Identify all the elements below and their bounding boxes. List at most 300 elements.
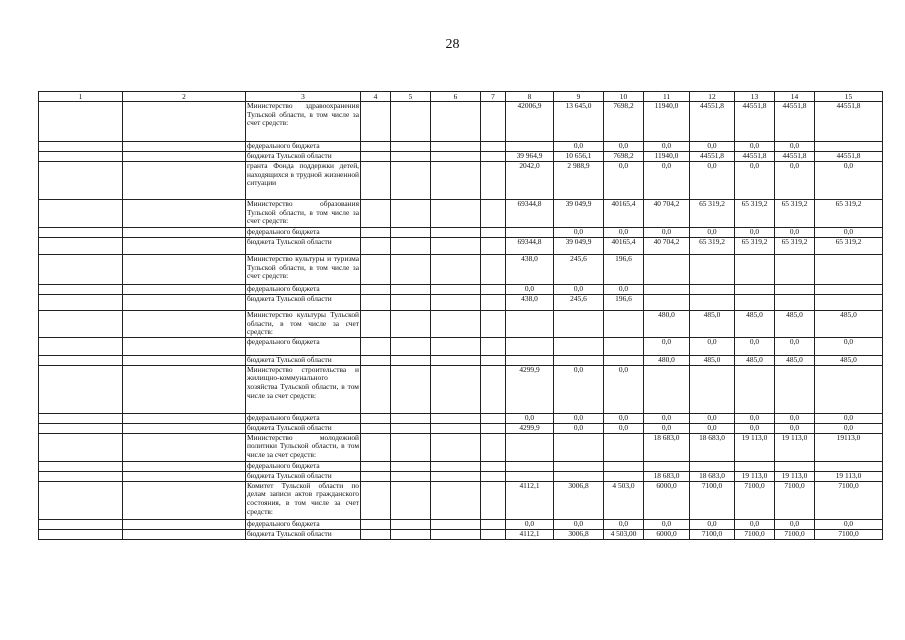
empty-cell-col-2: [123, 413, 246, 423]
value-cell-col-8: 2042,0: [506, 162, 554, 200]
value-cell-col-12: 65 319,2: [690, 238, 735, 255]
column-header-7: 7: [481, 92, 506, 102]
value-cell-col-15: 0,0: [815, 423, 883, 433]
empty-cell-col-6: [431, 255, 481, 285]
table-row: [39, 423, 883, 433]
empty-cell-col-2: [123, 365, 246, 413]
empty-cell-col-5: [391, 471, 431, 481]
value-cell-col-10: 0,0: [604, 519, 644, 529]
empty-cell-col-2: [123, 423, 246, 433]
empty-cell-col-1: [39, 365, 123, 413]
column-header-12: 12: [690, 92, 735, 102]
empty-cell-col-4: [361, 295, 391, 311]
table-row: [39, 238, 883, 255]
value-cell-col-9: 0,0: [554, 142, 604, 152]
empty-cell-col-7: [481, 102, 506, 142]
value-cell-col-8: 69344,8: [506, 200, 554, 228]
value-cell-col-9: [554, 461, 604, 471]
table-row: [39, 152, 883, 162]
empty-cell-col-6: [431, 529, 481, 539]
empty-cell-col-4: [361, 433, 391, 461]
value-cell-col-14: 7100,0: [775, 529, 815, 539]
table-row: [39, 295, 883, 311]
column-header-4: 4: [361, 92, 391, 102]
empty-cell-col-1: [39, 311, 123, 338]
value-cell-col-13: 0,0: [735, 142, 775, 152]
column-header-9: 9: [554, 92, 604, 102]
empty-cell-col-7: [481, 461, 506, 471]
empty-cell-col-5: [391, 433, 431, 461]
empty-cell-col-1: [39, 152, 123, 162]
empty-cell-col-1: [39, 337, 123, 355]
value-cell-col-10: 0,0: [604, 142, 644, 152]
empty-cell-col-5: [391, 481, 431, 519]
value-cell-col-12: 18 683,0: [690, 433, 735, 461]
value-cell-col-13: 0,0: [735, 337, 775, 355]
value-cell-col-14: [775, 295, 815, 311]
value-cell-col-9: [554, 433, 604, 461]
value-cell-col-11: 6000,0: [644, 529, 690, 539]
empty-cell-col-2: [123, 228, 246, 238]
empty-cell-col-7: [481, 285, 506, 295]
empty-cell-col-4: [361, 311, 391, 338]
budget-table: [38, 91, 883, 540]
empty-cell-col-7: [481, 355, 506, 365]
empty-cell-col-2: [123, 295, 246, 311]
value-cell-col-12: 485,0: [690, 311, 735, 338]
empty-cell-col-2: [123, 461, 246, 471]
empty-cell-col-7: [481, 228, 506, 238]
value-cell-col-11: 0,0: [644, 142, 690, 152]
value-cell-col-11: 0,0: [644, 423, 690, 433]
empty-cell-col-7: [481, 238, 506, 255]
value-cell-col-14: [775, 285, 815, 295]
row-name-cell: бюджета Тульской области: [246, 238, 361, 255]
empty-cell-col-4: [361, 365, 391, 413]
column-header-2: 2: [123, 92, 246, 102]
value-cell-col-11: 0,0: [644, 162, 690, 200]
empty-cell-col-7: [481, 365, 506, 413]
column-header-14: 14: [775, 92, 815, 102]
table-row: [39, 285, 883, 295]
empty-cell-col-2: [123, 481, 246, 519]
value-cell-col-11: [644, 461, 690, 471]
value-cell-col-8: [506, 142, 554, 152]
value-cell-col-8: 42006,9: [506, 102, 554, 142]
empty-cell-col-4: [361, 337, 391, 355]
value-cell-col-13: 0,0: [735, 519, 775, 529]
value-cell-col-8: [506, 311, 554, 338]
value-cell-col-15: [815, 295, 883, 311]
value-cell-col-12: 44551,8: [690, 152, 735, 162]
column-header-8: 8: [506, 92, 554, 102]
empty-cell-col-4: [361, 471, 391, 481]
value-cell-col-8: 69344,8: [506, 238, 554, 255]
value-cell-col-10: 4 503,0: [604, 481, 644, 519]
empty-cell-col-6: [431, 238, 481, 255]
empty-cell-col-5: [391, 142, 431, 152]
empty-cell-col-5: [391, 461, 431, 471]
value-cell-col-12: 44551,8: [690, 102, 735, 142]
value-cell-col-14: [775, 461, 815, 471]
table-row: [39, 142, 883, 152]
value-cell-col-13: 0,0: [735, 423, 775, 433]
table-row: [39, 529, 883, 539]
value-cell-col-11: 40 704,2: [644, 200, 690, 228]
value-cell-col-9: 0,0: [554, 228, 604, 238]
column-header-11: 11: [644, 92, 690, 102]
table-row: [39, 228, 883, 238]
value-cell-col-10: 196,6: [604, 295, 644, 311]
column-header-6: 6: [431, 92, 481, 102]
column-header-3: 3: [246, 92, 361, 102]
row-name-cell: федерального бюджета: [246, 413, 361, 423]
value-cell-col-15: 0,0: [815, 228, 883, 238]
row-name-cell: Министерство образования Тульской области, в том числе за счет средств:: [246, 200, 361, 228]
empty-cell-col-5: [391, 238, 431, 255]
value-cell-col-8: 4112,1: [506, 529, 554, 539]
value-cell-col-15: 485,0: [815, 311, 883, 338]
table-row: [39, 162, 883, 200]
value-cell-col-10: [604, 471, 644, 481]
value-cell-col-14: 44551,8: [775, 152, 815, 162]
empty-cell-col-2: [123, 200, 246, 228]
value-cell-col-10: 40165,4: [604, 200, 644, 228]
value-cell-col-9: 0,0: [554, 519, 604, 529]
empty-cell-col-4: [361, 285, 391, 295]
row-name-cell: Министерство строительства и жилищно-коммунального хозяйства Тульской области, в том числе за счет средств:: [246, 365, 361, 413]
empty-cell-col-4: [361, 162, 391, 200]
value-cell-col-11: 0,0: [644, 413, 690, 423]
value-cell-col-9: 245,6: [554, 295, 604, 311]
table-row: [39, 337, 883, 355]
row-name-cell: Комитет Тульской области по делам записи актов гражданского состояния, в том числе за счет средств:: [246, 481, 361, 519]
value-cell-col-15: 0,0: [815, 519, 883, 529]
value-cell-col-10: 7698,2: [604, 102, 644, 142]
empty-cell-col-2: [123, 162, 246, 200]
empty-cell-col-5: [391, 337, 431, 355]
empty-cell-col-1: [39, 255, 123, 285]
empty-cell-col-1: [39, 433, 123, 461]
empty-cell-col-4: [361, 423, 391, 433]
value-cell-col-11: 18 683,0: [644, 433, 690, 461]
value-cell-col-14: 485,0: [775, 355, 815, 365]
value-cell-col-9: 13 645,0: [554, 102, 604, 142]
table-row: [39, 471, 883, 481]
empty-cell-col-6: [431, 519, 481, 529]
empty-cell-col-6: [431, 152, 481, 162]
value-cell-col-8: 4299,9: [506, 365, 554, 413]
value-cell-col-9: 3006,8: [554, 529, 604, 539]
value-cell-col-8: [506, 471, 554, 481]
value-cell-col-13: [735, 365, 775, 413]
empty-cell-col-7: [481, 162, 506, 200]
value-cell-col-9: 245,6: [554, 255, 604, 285]
row-name-cell: бюджета Тульской области: [246, 529, 361, 539]
empty-cell-col-2: [123, 311, 246, 338]
value-cell-col-12: [690, 255, 735, 285]
empty-cell-col-6: [431, 311, 481, 338]
value-cell-col-10: [604, 337, 644, 355]
empty-cell-col-7: [481, 413, 506, 423]
value-cell-col-14: [775, 255, 815, 285]
empty-cell-col-1: [39, 162, 123, 200]
value-cell-col-11: 0,0: [644, 337, 690, 355]
column-header-10: 10: [604, 92, 644, 102]
empty-cell-col-1: [39, 413, 123, 423]
value-cell-col-13: 0,0: [735, 228, 775, 238]
empty-cell-col-1: [39, 355, 123, 365]
value-cell-col-11: 0,0: [644, 519, 690, 529]
empty-cell-col-1: [39, 285, 123, 295]
value-cell-col-10: [604, 311, 644, 338]
empty-cell-col-2: [123, 529, 246, 539]
value-cell-col-14: 44551,8: [775, 102, 815, 142]
empty-cell-col-5: [391, 355, 431, 365]
row-name-cell: федерального бюджета: [246, 228, 361, 238]
value-cell-col-14: 7100,0: [775, 481, 815, 519]
row-name-cell: Министерство культуры Тульской области, в том числе за счет средств:: [247, 310, 359, 337]
empty-cell-col-1: [39, 200, 123, 228]
value-cell-col-8: 0,0: [506, 413, 554, 423]
table-row: [39, 433, 883, 461]
value-cell-col-9: 3006,8: [554, 481, 604, 519]
empty-cell-col-1: [39, 423, 123, 433]
value-cell-col-12: [690, 285, 735, 295]
value-cell-col-12: 0,0: [690, 519, 735, 529]
value-cell-col-9: [554, 471, 604, 481]
value-cell-col-13: 7100,0: [735, 529, 775, 539]
value-cell-col-8: 438,0: [506, 295, 554, 311]
value-cell-col-11: [644, 255, 690, 285]
value-cell-col-15: 65 319,2: [815, 238, 883, 255]
empty-cell-col-4: [361, 200, 391, 228]
value-cell-col-14: 0,0: [775, 413, 815, 423]
value-cell-col-10: 0,0: [604, 162, 644, 200]
empty-cell-col-6: [431, 365, 481, 413]
value-cell-col-9: [554, 355, 604, 365]
empty-cell-col-5: [391, 152, 431, 162]
empty-cell-col-5: [391, 311, 431, 338]
value-cell-col-14: 65 319,2: [775, 200, 815, 228]
value-cell-col-15: [815, 142, 883, 152]
empty-cell-col-2: [123, 471, 246, 481]
value-cell-col-11: [644, 295, 690, 311]
empty-cell-col-1: [39, 529, 123, 539]
value-cell-col-9: 0,0: [554, 365, 604, 413]
value-cell-col-11: [644, 365, 690, 413]
row-name-cell: федерального бюджета: [246, 461, 361, 471]
table-row: [39, 355, 883, 365]
value-cell-col-10: 0,0: [604, 228, 644, 238]
column-header-15: 15: [815, 92, 883, 102]
empty-cell-col-2: [123, 152, 246, 162]
empty-cell-col-2: [123, 102, 246, 142]
empty-cell-col-1: [39, 461, 123, 471]
empty-cell-col-6: [431, 295, 481, 311]
column-header-5: 5: [391, 92, 431, 102]
value-cell-col-11: 480,0: [644, 311, 690, 338]
value-cell-col-10: 40165,4: [604, 238, 644, 255]
empty-cell-col-7: [481, 255, 506, 285]
row-name-cell: Министерство молодежной политики Тульской области, в том числе за счет средств:: [246, 433, 361, 461]
value-cell-col-14: 19 113,0: [775, 433, 815, 461]
value-cell-col-13: 0,0: [735, 413, 775, 423]
value-cell-col-8: [506, 228, 554, 238]
value-cell-col-13: 44551,8: [735, 102, 775, 142]
empty-cell-col-6: [431, 200, 481, 228]
empty-cell-col-6: [431, 413, 481, 423]
empty-cell-col-6: [431, 285, 481, 295]
empty-cell-col-7: [481, 471, 506, 481]
value-cell-col-15: 7100,0: [815, 529, 883, 539]
empty-cell-col-6: [431, 433, 481, 461]
empty-cell-col-5: [391, 228, 431, 238]
value-cell-col-15: 65 319,2: [815, 200, 883, 228]
empty-cell-col-7: [481, 519, 506, 529]
value-cell-col-11: 40 704,2: [644, 238, 690, 255]
value-cell-col-13: 19 113,0: [735, 433, 775, 461]
empty-cell-col-5: [391, 162, 431, 200]
empty-cell-col-2: [123, 337, 246, 355]
value-cell-col-11: 11940,0: [644, 102, 690, 142]
value-cell-col-10: [604, 433, 644, 461]
value-cell-col-10: 0,0: [604, 285, 644, 295]
empty-cell-col-5: [391, 365, 431, 413]
value-cell-col-9: 2 988,9: [554, 162, 604, 200]
row-name-cell: Министерство культуры и туризма Тульской области, в том числе за счет средств:: [246, 255, 361, 285]
value-cell-col-12: 65 319,2: [690, 200, 735, 228]
value-cell-col-8: 0,0: [506, 519, 554, 529]
empty-cell-col-6: [431, 471, 481, 481]
empty-cell-col-2: [123, 355, 246, 365]
empty-cell-col-7: [481, 311, 506, 338]
empty-cell-col-7: [481, 433, 506, 461]
value-cell-col-11: 18 683,0: [644, 471, 690, 481]
value-cell-col-15: 0,0: [815, 413, 883, 423]
empty-cell-col-7: [481, 481, 506, 519]
value-cell-col-15: 44551,8: [815, 152, 883, 162]
table-row: [39, 365, 883, 413]
column-header-13: 13: [735, 92, 775, 102]
value-cell-col-13: 485,0: [735, 355, 775, 365]
table-row: [39, 519, 883, 529]
value-cell-col-15: [815, 365, 883, 413]
value-cell-col-13: 19 113,0: [735, 471, 775, 481]
empty-cell-col-1: [39, 102, 123, 142]
value-cell-col-15: 44551,8: [815, 102, 883, 142]
value-cell-col-9: 39 049,9: [554, 238, 604, 255]
value-cell-col-13: 0,0: [735, 162, 775, 200]
row-name-cell: федерального бюджета: [246, 519, 361, 529]
empty-cell-col-6: [431, 481, 481, 519]
empty-cell-col-4: [361, 529, 391, 539]
empty-cell-col-1: [39, 519, 123, 529]
value-cell-col-8: 4299,9: [506, 423, 554, 433]
value-cell-col-8: [506, 355, 554, 365]
empty-cell-col-4: [361, 238, 391, 255]
value-cell-col-12: 0,0: [690, 142, 735, 152]
row-name-cell: федерального бюджета: [246, 337, 361, 355]
empty-cell-col-6: [431, 162, 481, 200]
table-row: [39, 200, 883, 228]
value-cell-col-15: 19113,0: [815, 433, 883, 461]
row-name-cell: федерального бюджета: [246, 285, 361, 295]
value-cell-col-10: 4 503,00: [604, 529, 644, 539]
row-name-cell: бюджета Тульской области: [246, 423, 361, 433]
value-cell-col-15: 7100,0: [815, 481, 883, 519]
value-cell-col-10: [604, 461, 644, 471]
column-header-1: 1: [39, 92, 123, 102]
empty-cell-col-5: [391, 200, 431, 228]
value-cell-col-14: 0,0: [775, 228, 815, 238]
empty-cell-col-1: [39, 295, 123, 311]
empty-cell-col-5: [391, 285, 431, 295]
value-cell-col-15: 0,0: [815, 162, 883, 200]
empty-cell-col-1: [39, 142, 123, 152]
value-cell-col-13: 7100,0: [735, 481, 775, 519]
empty-cell-col-7: [481, 200, 506, 228]
table-row: [39, 311, 883, 338]
empty-cell-col-7: [481, 423, 506, 433]
empty-cell-col-7: [481, 142, 506, 152]
empty-cell-col-7: [481, 152, 506, 162]
value-cell-col-11: 480,0: [644, 355, 690, 365]
row-name-cell: бюджета Тульской области: [246, 152, 361, 162]
value-cell-col-12: 0,0: [690, 423, 735, 433]
empty-cell-col-6: [431, 228, 481, 238]
value-cell-col-13: [735, 461, 775, 471]
value-cell-col-13: [735, 285, 775, 295]
value-cell-col-12: 0,0: [690, 162, 735, 200]
table-row: [39, 461, 883, 471]
table-row: [39, 102, 883, 142]
empty-cell-col-6: [431, 423, 481, 433]
empty-cell-col-2: [123, 285, 246, 295]
value-cell-col-14: 0,0: [775, 423, 815, 433]
empty-cell-col-2: [123, 255, 246, 285]
value-cell-col-14: 0,0: [775, 337, 815, 355]
empty-cell-col-1: [39, 481, 123, 519]
empty-cell-col-4: [361, 519, 391, 529]
empty-cell-col-4: [361, 355, 391, 365]
value-cell-col-14: 485,0: [775, 311, 815, 338]
value-cell-col-8: 0,0: [506, 285, 554, 295]
table-body: [39, 102, 883, 540]
column-number-header-row: [39, 92, 883, 102]
value-cell-col-12: 485,0: [690, 355, 735, 365]
value-cell-col-12: 18 683,0: [690, 471, 735, 481]
empty-cell-col-2: [123, 142, 246, 152]
value-cell-col-15: [815, 285, 883, 295]
empty-cell-col-7: [481, 295, 506, 311]
value-cell-col-8: [506, 461, 554, 471]
value-cell-col-9: 0,0: [554, 423, 604, 433]
value-cell-col-10: 7698,2: [604, 152, 644, 162]
value-cell-col-15: 485,0: [815, 355, 883, 365]
empty-cell-col-2: [123, 433, 246, 461]
value-cell-col-13: 44551,8: [735, 152, 775, 162]
value-cell-col-10: [604, 355, 644, 365]
empty-cell-col-6: [431, 102, 481, 142]
value-cell-col-9: 0,0: [554, 413, 604, 423]
empty-cell-col-4: [361, 255, 391, 285]
empty-cell-col-5: [391, 423, 431, 433]
value-cell-col-10: 0,0: [604, 423, 644, 433]
value-cell-col-12: [690, 365, 735, 413]
value-cell-col-12: 7100,0: [690, 529, 735, 539]
empty-cell-col-5: [391, 295, 431, 311]
